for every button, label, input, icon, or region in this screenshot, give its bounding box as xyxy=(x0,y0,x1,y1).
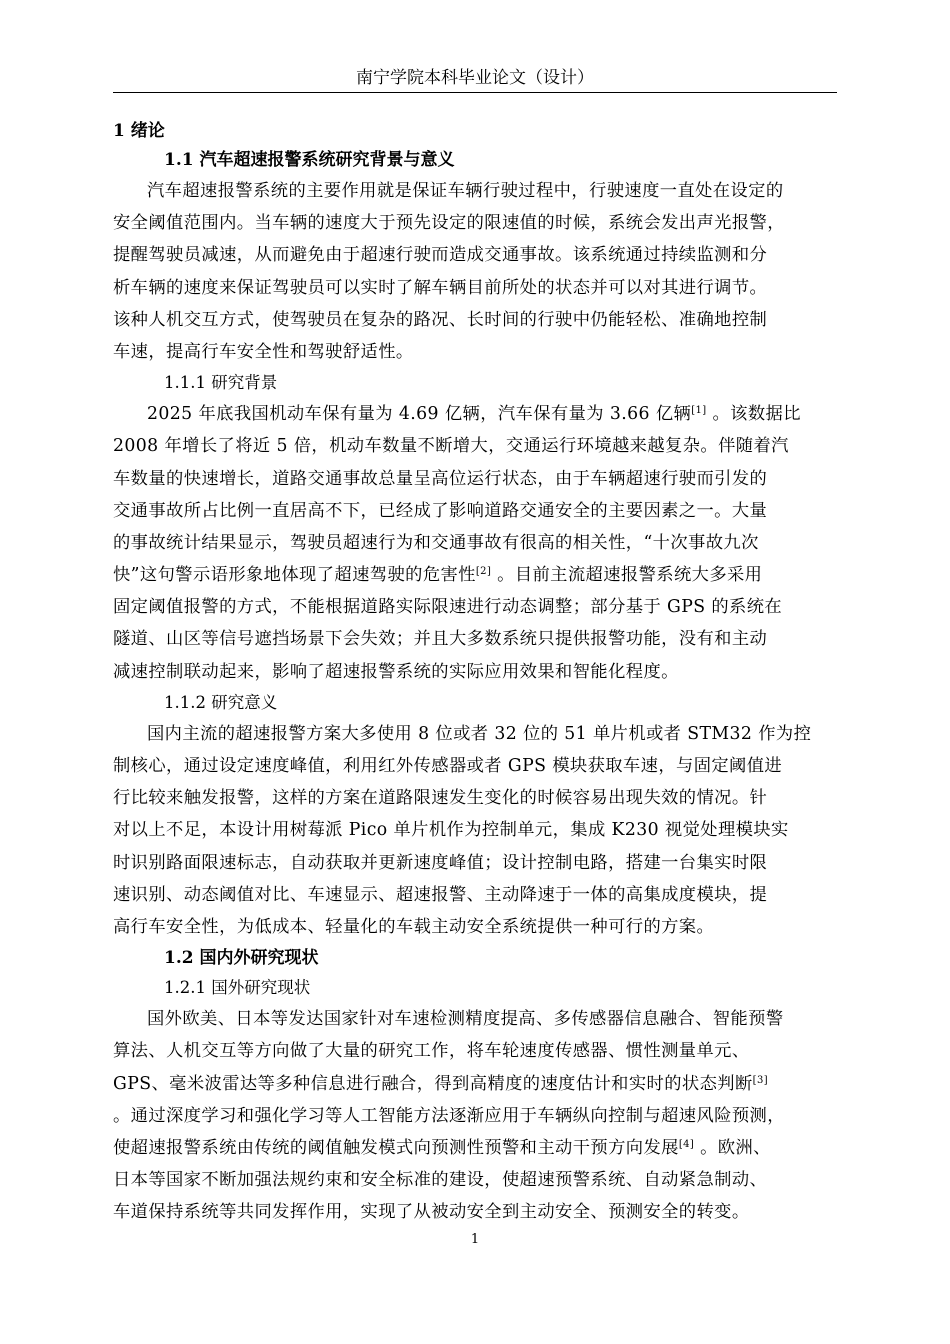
text-line xyxy=(113,1132,837,1164)
page-number: 1 xyxy=(470,1232,480,1247)
subsection-heading-1-2-1: 1.2.1 国外研究现状 xyxy=(164,978,311,998)
text-run: 使超速报警系统由传统的阈值触发模式向预测性预警和主动干预方向发展 xyxy=(113,1137,679,1158)
text-line xyxy=(113,559,837,591)
text-line: 日本等国家不断加强法规约束和安全标准的建设，使超速预警系统、自动紧急制动、 xyxy=(113,1170,768,1191)
section-heading-1-2: 1.2 国内外研究现状 xyxy=(164,948,319,969)
chapter-heading: 1 绪论 xyxy=(113,121,165,141)
paragraph-significance xyxy=(113,718,837,943)
citation-ref-2: [2] xyxy=(475,566,492,578)
text-line: 行比较来触发报警，这样的方案在道路限速发生变化的时候容易出现失效的情况。针 xyxy=(113,788,768,809)
text-line: 车道保持系统等共同发挥作用，实现了从被动安全到主动安全、预测安全的转变。 xyxy=(113,1202,750,1223)
text-line: 2008 年增长了将近 5 倍，机动车数量不断增大，交通运行环境越来越复杂。伴随着汽 xyxy=(113,436,789,457)
text-line: 对以上不足，本设计用树莓派 Pico 单片机作为控制单元，集成 K230 视觉处理模块实 xyxy=(113,820,789,841)
text-line: 时识别路面限速标志，自动获取并更新速度峰值；设计控制电路，搭建一台集实时限 xyxy=(113,852,768,873)
text-line: 高行车安全性，为低成本、轻量化的车载主动安全系统提供一种可行的方案。 xyxy=(113,916,715,937)
text-line: 提醒驾驶员减速，从而避免由于超速行驶而造成交通事故。该系统通过持续监测和分 xyxy=(113,245,768,266)
text-run: 。欧洲、 xyxy=(694,1137,771,1158)
text-line: 的事故统计结果显示，驾驶员超速行为和交通事故有很高的相关性，“十次事故九次 xyxy=(113,532,759,553)
text-line xyxy=(113,398,837,430)
document-body xyxy=(113,117,837,1228)
text-run: GPS、毫米波雷达等多种信息进行融合，得到高精度的速度估计和实时的状态判断 xyxy=(113,1073,753,1094)
text-line xyxy=(113,1068,837,1100)
text-line: 算法、人机交互等方向做了大量的研究工作，将车轮速度传感器、惯性测量单元、 xyxy=(113,1041,750,1062)
section-heading-1-1: 1.1 汽车超速报警系统研究背景与意义 xyxy=(164,150,455,170)
running-header: 南宁学院本科毕业论文（设计） xyxy=(356,68,594,88)
text-run: 快”这句警示语形象地体现了超速驾驶的危害性 xyxy=(113,565,476,586)
text-line: 车速，提高行车安全性和驾驶舒适性。 xyxy=(113,341,414,362)
text-line: 速识别、动态阈值对比、车速显示、超速报警、主动降速于一体的高集成度模块，提 xyxy=(113,884,768,905)
paragraph-foreign-research xyxy=(113,1003,837,1228)
text-line: 减速控制联动起来，影响了超速报警系统的实际应用效果和智能化程度。 xyxy=(113,661,679,682)
text-run: 2025 年底我国机动车保有量为 4.69 亿辆，汽车保有量为 3.66 亿辆 xyxy=(147,404,692,425)
paragraph-intro xyxy=(113,175,837,368)
text-line: 安全阈值范围内。当车辆的速度大于预先设定的限速值的时候，系统会发出声光报警， xyxy=(113,213,785,234)
subsection-heading-1-1-2: 1.1.2 研究意义 xyxy=(164,692,278,712)
text-line: 国外欧美、日本等发达国家针对车速检测精度提高、多传感器信息融合、智能预警 xyxy=(147,1009,784,1030)
citation-ref-1: [1] xyxy=(691,405,707,417)
text-line: 。通过深度学习和强化学习等人工智能方法逐渐应用于车辆纵向控制与超速风险预测， xyxy=(113,1105,785,1126)
text-line: 国内主流的超速报警方案大多使用 8 位或者 32 位的 51 单片机或者 STM32 作为控 xyxy=(147,723,812,744)
text-run: 。该数据比 xyxy=(706,404,801,425)
citation-ref-3: [3] xyxy=(752,1074,769,1086)
text-line: 汽车超速报警系统的主要作用就是保证车辆行驶过程中，行驶速度一直处在设定的 xyxy=(147,181,784,201)
text-line: 固定阈值报警的方式，不能根据道路实际限速进行动态调整；部分基于 GPS 的系统在 xyxy=(113,597,783,618)
text-line: 交通事故所占比例一直居高不下，已经成了影响道路交通安全的主要因素之一。大量 xyxy=(113,500,768,521)
text-run: 。目前主流超速报警系统大多采用 xyxy=(491,565,763,586)
citation-ref-4: [4] xyxy=(678,1138,695,1150)
text-line: 制核心，通过设定速度峰值，利用红外传感器或者 GPS 模块获取车速，与固定阈值进 xyxy=(113,756,783,776)
text-line: 隧道、山区等信号遮挡场景下会失效；并且大多数系统只提供报警功能，没有和主动 xyxy=(113,629,768,650)
text-line: 该种人机交互方式，使驾驶员在复杂的路况、长时间的行驶中仍能轻松、准确地控制 xyxy=(113,309,768,330)
paragraph-background xyxy=(113,398,837,688)
header-rule xyxy=(113,92,837,93)
subsection-heading-1-1-1: 1.1.1 研究背景 xyxy=(164,373,278,393)
text-line: 车数量的快速增长，道路交通事故总量呈高位运行状态，由于车辆超速行驶而引发的 xyxy=(113,468,768,489)
text-line: 析车辆的速度来保证驾驶员可以实时了解车辆目前所处的状态并可以对其进行调节。 xyxy=(113,277,768,298)
